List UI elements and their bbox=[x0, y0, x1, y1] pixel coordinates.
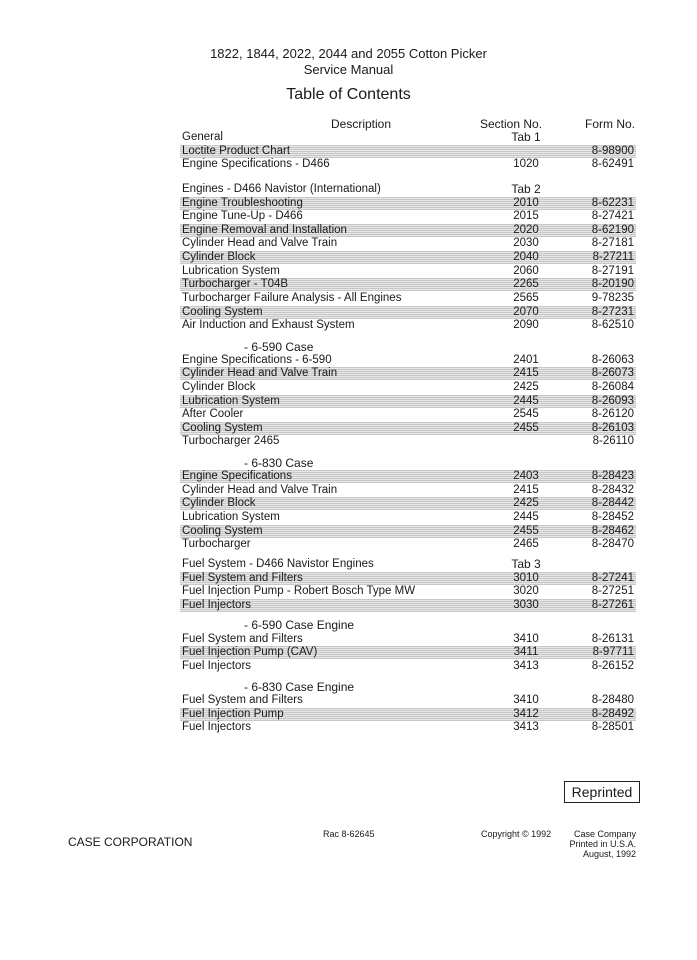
toc-form-number: 8-26120 bbox=[591, 408, 634, 420]
toc-section-number: 2090 bbox=[513, 319, 539, 331]
toc-description: Engines - D466 Navistor (International) bbox=[182, 183, 381, 195]
toc-description: Cylinder Head and Valve Train bbox=[182, 237, 338, 249]
toc-form-number: 8-27181 bbox=[591, 237, 634, 249]
footer-date: August, 1992 bbox=[582, 849, 636, 859]
toc-description: - 6-590 Case Engine bbox=[244, 618, 355, 632]
toc-description: General bbox=[182, 131, 223, 143]
column-header-section: Section No. bbox=[480, 117, 543, 131]
toc-description: Air Induction and Exhaust System bbox=[182, 319, 355, 331]
reprinted-stamp: Reprinted bbox=[564, 781, 640, 803]
toc-description: Fuel Injectors bbox=[182, 599, 252, 611]
toc-row bbox=[180, 408, 636, 421]
toc-section-number: 2425 bbox=[513, 381, 539, 393]
toc-description: Fuel Injectors bbox=[182, 660, 252, 672]
toc-section-number: Tab 3 bbox=[511, 557, 541, 571]
toc-description: Fuel Injection Pump bbox=[182, 708, 284, 720]
toc-description: Fuel Injection Pump - Robert Bosch Type MW bbox=[182, 585, 416, 597]
toc-form-number: 8-26084 bbox=[591, 381, 634, 393]
toc-description: Fuel System and Filters bbox=[182, 633, 303, 645]
footer-copyright: Copyright © 1992 bbox=[481, 829, 552, 839]
toc-description: Fuel Injection Pump (CAV) bbox=[182, 646, 318, 658]
toc-section-number: 2545 bbox=[513, 408, 539, 420]
toc-form-number: 8-28432 bbox=[591, 484, 634, 496]
toc-section-number: 3411 bbox=[513, 646, 539, 658]
toc-form-number: 8-27421 bbox=[591, 210, 634, 222]
toc-section-number: 2425 bbox=[513, 497, 539, 509]
toc-description: Cylinder Head and Valve Train bbox=[182, 484, 338, 496]
toc-form-number: 8-26131 bbox=[591, 633, 634, 645]
toc-form-number: 8-26073 bbox=[591, 367, 634, 379]
toc-description: - 6-590 Case bbox=[244, 340, 314, 354]
toc-row bbox=[180, 422, 636, 435]
toc-description: Engine Tune-Up - D466 bbox=[182, 210, 303, 222]
toc-section-number: 3410 bbox=[513, 694, 539, 706]
toc-row bbox=[180, 145, 636, 158]
toc-description: Engine Specifications - 6-590 bbox=[182, 354, 332, 366]
toc-row bbox=[180, 435, 636, 448]
toc-section-number: 3410 bbox=[513, 633, 539, 645]
toc-description: Loctite Product Chart bbox=[182, 145, 291, 157]
toc-description: Turbocharger bbox=[182, 538, 251, 550]
toc-section-number: 2030 bbox=[513, 237, 539, 249]
toc-description: Lubrication System bbox=[182, 395, 280, 407]
manual-title-line-1: 1822, 1844, 2022, 2044 and 2055 Cotton Picker bbox=[210, 46, 487, 61]
footer-rac-number: Rac 8-62645 bbox=[323, 829, 375, 839]
toc-section-heading bbox=[180, 681, 636, 694]
toc-description: Turbocharger - T04B bbox=[182, 278, 289, 290]
toc-section-number: 3413 bbox=[513, 721, 539, 733]
footer-company: CASE CORPORATION bbox=[68, 835, 193, 849]
toc-row bbox=[180, 395, 636, 408]
toc-row bbox=[180, 224, 636, 237]
toc-description: - 6-830 Case Engine bbox=[244, 680, 355, 694]
toc-description: - 6-830 Case bbox=[244, 456, 314, 470]
toc-form-number: 8-26103 bbox=[591, 422, 634, 434]
toc-row bbox=[180, 525, 636, 538]
toc-section-number: 2415 bbox=[513, 367, 539, 379]
toc-row bbox=[180, 599, 636, 612]
toc-description: Cylinder Block bbox=[182, 251, 256, 263]
toc-description: Cooling System bbox=[182, 306, 263, 318]
toc-section-number: Tab 2 bbox=[511, 182, 541, 196]
toc-row bbox=[180, 306, 636, 319]
toc-description: Cylinder Block bbox=[182, 497, 256, 509]
toc-form-number: 8-27191 bbox=[591, 265, 634, 277]
toc-form-number: 8-62190 bbox=[591, 224, 634, 236]
toc-form-number: 8-27251 bbox=[591, 585, 634, 597]
toc-row bbox=[180, 278, 636, 291]
toc-row bbox=[180, 572, 636, 585]
toc-description: Turbocharger Failure Analysis - All Engines bbox=[182, 292, 402, 304]
toc-description: Engine Specifications bbox=[182, 470, 292, 482]
toc-form-number: 8-26110 bbox=[592, 435, 634, 447]
toc-section-number: 2265 bbox=[513, 278, 539, 290]
toc-row bbox=[180, 708, 636, 721]
toc-section-number: 2015 bbox=[513, 210, 539, 222]
toc-section-number: 2070 bbox=[513, 306, 539, 318]
toc-form-number: 9-78235 bbox=[591, 292, 634, 304]
column-header-form: Form No. bbox=[585, 117, 636, 131]
toc-description: Fuel System and Filters bbox=[182, 572, 303, 584]
toc-description: Engine Specifications - D466 bbox=[182, 158, 330, 170]
toc-section-heading bbox=[180, 183, 636, 196]
toc-section-number: 3413 bbox=[513, 660, 539, 672]
toc-section-number: 3010 bbox=[513, 572, 539, 584]
toc-description: Cylinder Block bbox=[182, 381, 256, 393]
toc-section-number: 2401 bbox=[513, 354, 539, 366]
toc-row bbox=[180, 158, 636, 171]
toc-row bbox=[180, 265, 636, 278]
toc-section-number: 2445 bbox=[513, 511, 539, 523]
toc-row bbox=[180, 197, 636, 210]
toc-section-number: Tab 1 bbox=[511, 130, 541, 144]
page-title: Table of Contents bbox=[286, 86, 411, 103]
toc-form-number: 8-20190 bbox=[591, 278, 634, 290]
toc-row bbox=[180, 251, 636, 264]
toc-form-number: 8-62510 bbox=[591, 319, 634, 331]
toc-form-number: 8-62491 bbox=[591, 158, 634, 170]
toc-section-number: 2455 bbox=[513, 525, 539, 537]
footer-printed-in: Printed in U.S.A. bbox=[569, 839, 636, 849]
toc-form-number: 8-28470 bbox=[591, 538, 634, 550]
toc-row bbox=[180, 210, 636, 223]
toc-form-number: 8-28442 bbox=[591, 497, 634, 509]
toc-section-heading bbox=[180, 341, 636, 354]
toc-form-number: 8-28423 bbox=[591, 470, 634, 482]
toc-section-heading bbox=[180, 558, 636, 571]
toc-form-number: 8-28492 bbox=[591, 708, 634, 720]
toc-description: Fuel System and Filters bbox=[182, 694, 303, 706]
toc-form-number: 8-28462 bbox=[591, 525, 634, 537]
toc-description: Cooling System bbox=[182, 525, 263, 537]
toc-section-heading bbox=[180, 131, 636, 144]
toc-form-number: 8-28501 bbox=[591, 721, 634, 733]
toc-description: Fuel Injectors bbox=[182, 721, 252, 733]
footer-case-company bbox=[560, 829, 636, 859]
toc-row bbox=[180, 646, 636, 659]
toc-row bbox=[180, 367, 636, 380]
toc-row bbox=[180, 511, 636, 524]
toc-row bbox=[180, 694, 636, 707]
toc-section-number: 3030 bbox=[513, 599, 539, 611]
toc-row bbox=[180, 633, 636, 646]
toc-section-heading bbox=[180, 457, 636, 470]
toc-row bbox=[180, 721, 636, 734]
toc-row bbox=[180, 497, 636, 510]
toc-section-number: 2040 bbox=[513, 251, 539, 263]
toc-section-number: 2465 bbox=[513, 538, 539, 550]
toc-form-number: 8-27241 bbox=[591, 572, 634, 584]
toc-form-number: 8-27261 bbox=[591, 599, 634, 611]
toc-section-number: 2010 bbox=[513, 197, 539, 209]
toc-description: Cooling System bbox=[182, 422, 263, 434]
toc-section-number: 2565 bbox=[513, 292, 539, 304]
toc-form-number: 8-97711 bbox=[592, 646, 634, 658]
toc-row bbox=[180, 319, 636, 332]
toc-section-number: 2415 bbox=[513, 484, 539, 496]
toc-row bbox=[180, 538, 636, 551]
toc-description: Lubrication System bbox=[182, 265, 280, 277]
toc-description: Engine Troubleshooting bbox=[182, 197, 303, 209]
toc-section-number: 1020 bbox=[513, 158, 539, 170]
toc-section-number: 2060 bbox=[513, 265, 539, 277]
toc-form-number: 8-28480 bbox=[591, 694, 634, 706]
toc-section-number: 3412 bbox=[513, 708, 539, 720]
toc-form-number: 8-27231 bbox=[591, 306, 634, 318]
toc-form-number: 8-26063 bbox=[591, 354, 634, 366]
toc-form-number: 8-98900 bbox=[591, 145, 634, 157]
toc-description: Cylinder Head and Valve Train bbox=[182, 367, 338, 379]
toc-form-number: 8-26152 bbox=[591, 660, 634, 672]
toc-description: After Cooler bbox=[182, 408, 244, 420]
toc-description: Engine Removal and Installation bbox=[182, 224, 347, 236]
toc-section-number: 3020 bbox=[513, 585, 539, 597]
toc-row bbox=[180, 292, 636, 305]
toc-row bbox=[180, 470, 636, 483]
toc-row bbox=[180, 660, 636, 673]
column-header-description: Description bbox=[331, 117, 392, 131]
toc-section-number: 2445 bbox=[513, 395, 539, 407]
toc-row bbox=[180, 381, 636, 394]
toc-row bbox=[180, 237, 636, 250]
toc-form-number: 8-62231 bbox=[591, 197, 634, 209]
toc-section-heading bbox=[180, 619, 636, 632]
toc-section-number: 2020 bbox=[513, 224, 539, 236]
toc-form-number: 8-26093 bbox=[591, 395, 634, 407]
toc-form-number: 8-27211 bbox=[592, 251, 634, 263]
toc-row bbox=[180, 585, 636, 598]
toc-description: Lubrication System bbox=[182, 511, 280, 523]
manual-title-line-2: Service Manual bbox=[303, 62, 394, 77]
toc-row bbox=[180, 354, 636, 367]
toc-description: Fuel System - D466 Navistor Engines bbox=[182, 558, 374, 570]
toc-form-number: 8-28452 bbox=[591, 511, 634, 523]
footer-case-company-name: Case Company bbox=[573, 829, 636, 839]
toc-description: Turbocharger 2465 bbox=[182, 435, 280, 447]
toc-row bbox=[180, 484, 636, 497]
toc-section-number: 2455 bbox=[513, 422, 539, 434]
toc-section-number: 2403 bbox=[513, 470, 539, 482]
